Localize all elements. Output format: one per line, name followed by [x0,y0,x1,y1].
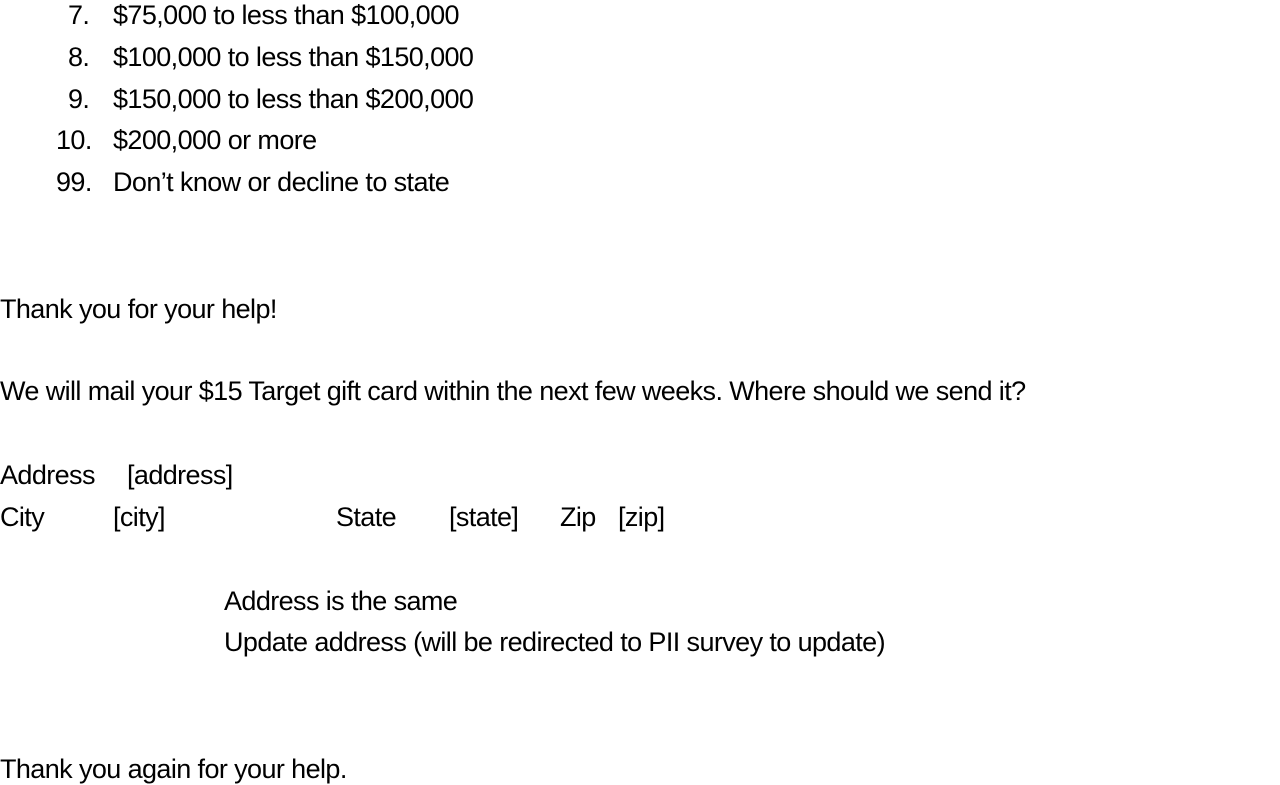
address-same-option[interactable]: Address is the same [224,586,458,616]
state-label: State [336,502,397,532]
option-number: 8. [68,42,90,72]
option-label: Don’t know or decline to state [113,167,450,197]
option-number: 7. [68,0,90,30]
option-number: 10. [56,125,92,155]
mail-notice-text: We will mail your $15 Target gift card within the next few weeks. Where should we send it? [0,376,1026,406]
zip-field[interactable]: [zip] [618,502,665,532]
zip-label: Zip [560,502,596,532]
option-label: $75,000 to less than $100,000 [113,0,459,30]
option-label: $200,000 or more [113,125,317,155]
city-label: City [0,502,45,532]
thank-you-text: Thank you for your help! [0,294,277,324]
city-field[interactable]: [city] [113,502,165,532]
address-label: Address [0,460,95,490]
address-field[interactable]: [address] [127,460,233,490]
option-number: 9. [68,84,90,114]
option-label: $100,000 to less than $150,000 [113,42,474,72]
update-address-option[interactable]: Update address (will be redirected to PII survey to update) [224,627,885,657]
option-label: $150,000 to less than $200,000 [113,84,474,114]
closing-text: Thank you again for your help. [0,754,347,784]
option-number: 99. [56,167,92,197]
state-field[interactable]: [state] [449,502,519,532]
